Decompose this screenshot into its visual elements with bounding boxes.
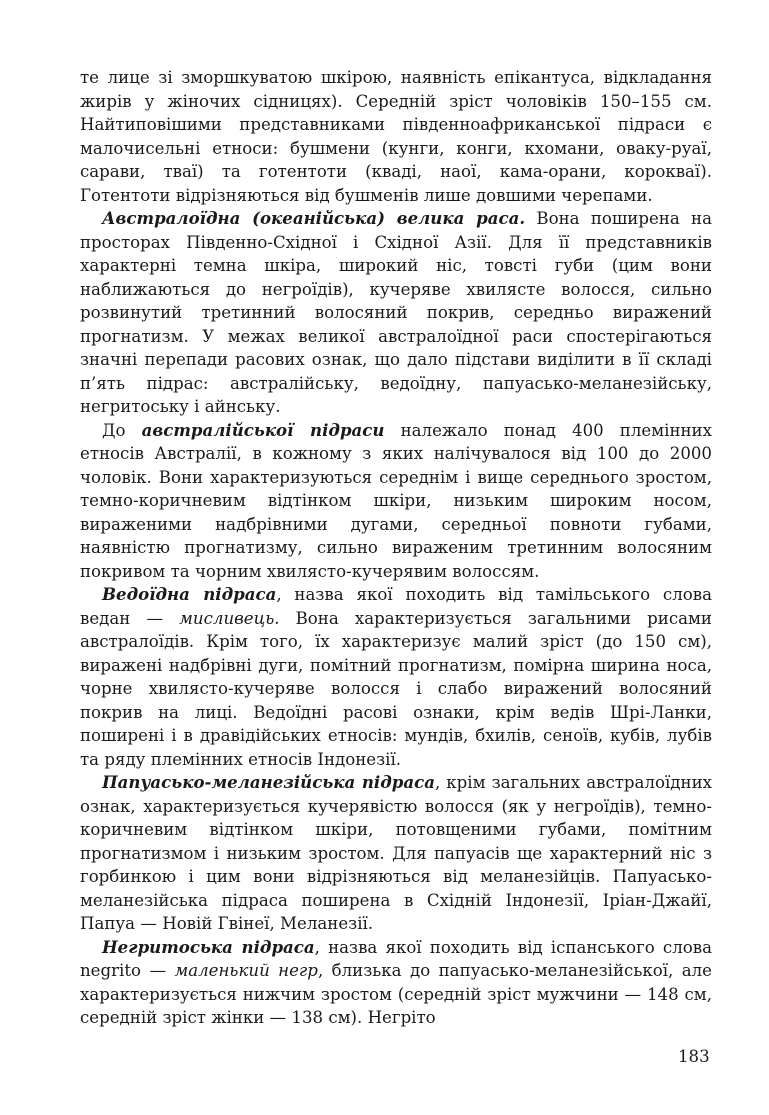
paragraph-papuan-melanesian-subrace xyxy=(80,771,712,936)
term-veddoid-subrace: Ведоїдна підраса xyxy=(102,584,277,604)
paragraph-text: належало понад 400 племінних етносів Австралії, в кожному з яких налічувалося від 100 до 2000 чоловік. Вони характеризуються середнім і вище середнього зростом, темно-коричневим відтінком шкіри, низьким широким носом, вираженими надбрівними дугами, середньої повноти губами, наявністю прогнатизму, сильно вираженим третинним волосяним покривом та чорним хвилясто-кучерявим волоссям. xyxy=(80,420,712,581)
emphasis-little-negro: маленький негр xyxy=(174,961,318,980)
term-papuan-melanesian-subrace: Папуасько-меланезійська підраса xyxy=(102,772,435,792)
paragraph-veddoid-subrace xyxy=(80,583,712,771)
page-body xyxy=(80,66,712,1030)
paragraph-text: До xyxy=(102,420,142,440)
paragraph-text: , назва якої походить від тамільського слова ведан — xyxy=(80,585,712,628)
paragraph-australian-subrace xyxy=(80,419,712,584)
paragraph-hottentots xyxy=(80,66,712,207)
term-australoid-race: Австралоїдна (океанійська) велика раса. xyxy=(102,208,526,228)
paragraph-australoid-race xyxy=(80,207,712,419)
paragraph-text: , крім загальних австралоїдних ознак, характеризується кучерявістю волосся (як у негроїдів), темно-коричневим відтінком шкіри, потовщеними губами, помітним прогнатизмом і низьким зростом. Для папуасів ще характерний ніс з горбинкою і цим вони відрізняються від меланезійців. Папуасько-меланезійська підраса поширена в Східній Індонезії, Іріан-Джайї, Папуа — Новій Гвінеї, Меланезії. xyxy=(80,773,712,933)
paragraph-text: Вона характеризується загальними рисами австралоїдів. Крім того, їх характеризує малий зріст (до 150 см), виражені надбрівні дуги, помітний прогнатизм, помірна ширина носа, чорне хвилясто-кучеряве волосся і слабо виражений волосяний покрив на лиці. Ведоїдні расові ознаки, крім ведів Шрі-Ланки, поширені і в дравідійських етносів: мундів, бхилів, сеноїв, кубів, лубів та ряду племінних етносів Індонезії. xyxy=(80,608,712,769)
paragraph-text: те лице зі зморшкуватою шкірою, наявність епікантуса, відкладання жирів у жіночих сідницях). Середній зріст чоловіків 150–155 см. Найтиповішими представниками південноафриканської підраси є малочисельні етноси: бушмени (кунги, конги, кхомани, оваку-руаї, сарави, тваї) та готентоти (кваді, наої, кама-орани, корокваї). Готентоти відрізняються від бушменів лише довшими черепами. xyxy=(80,68,712,205)
term-australian-subrace: австралійської підраси xyxy=(141,419,385,440)
page-number: 183 xyxy=(678,1047,710,1066)
emphasis-hunter: мисливець. xyxy=(179,608,280,628)
paragraph-text: , близька до папуасько-меланезійської, але характеризується нижчим зростом (середній зріст мужчини — 148 см, середній зріст жінки — 138 см). Негріто xyxy=(80,961,712,1027)
paragraph-negrito-subrace xyxy=(80,936,712,1030)
paragraph-text: Вона поширена на просторах Південно-Східної і Східної Азії. Для її представників характерні темна шкіра, широкий ніс, товсті губи (цим вони наближаються до негроїдів), кучеряве хвилясте волосся, сильно розвинутий третинний волосяний покрив, середньо виражений прогнатизм. У межах великої австралоїдної раси спостерігаються значні перепади расових ознак, що дало підстави виділити в її складі п’ять підрас: австралійську, ведоїдну, папуасько-меланезійську, негритоську і айнську. xyxy=(80,209,712,416)
paragraph-text: , назва якої походить від іспанського слова negrito — xyxy=(80,937,712,980)
term-negrito-subrace: Негритоська підраса xyxy=(102,936,315,957)
